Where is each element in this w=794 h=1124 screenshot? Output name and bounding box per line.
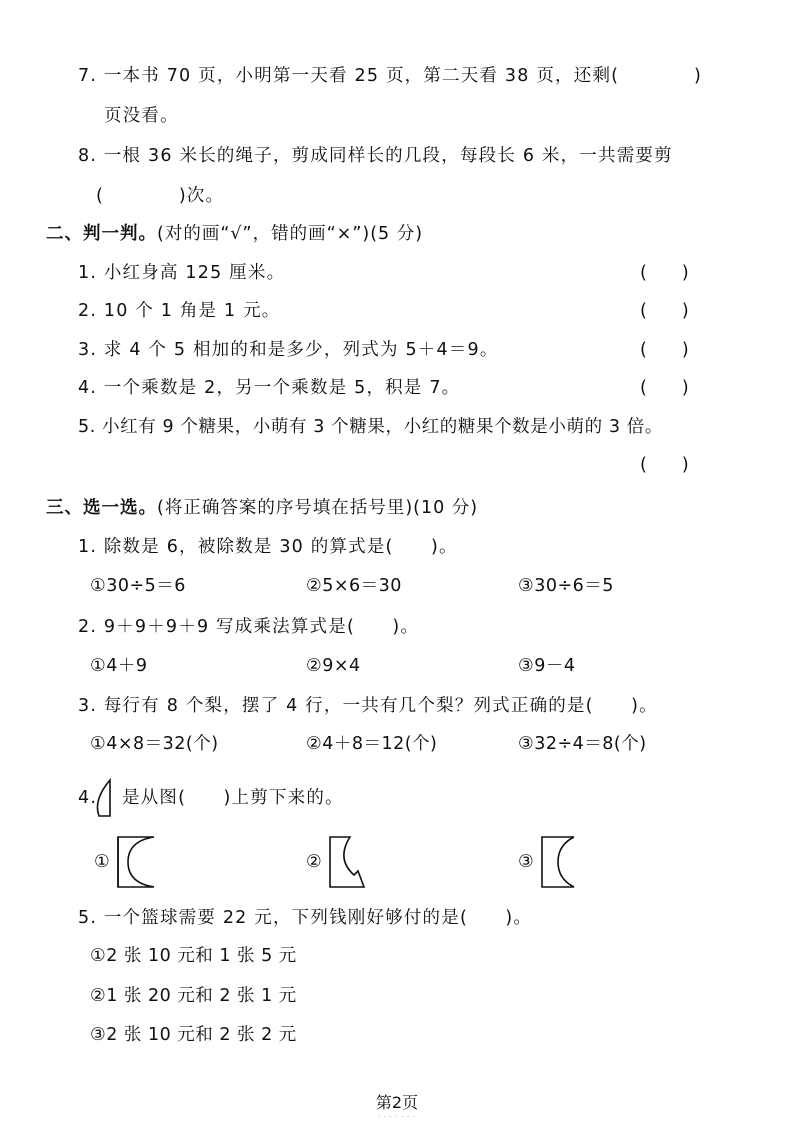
- cut-piece-icon: [96, 778, 120, 818]
- choice-q1-option-1[interactable]: ①30÷5＝6: [90, 576, 186, 596]
- choice-q3-option-2[interactable]: ②4＋8＝12(个): [306, 734, 438, 754]
- judge-item-3: 3. 求 4 个 5 相加的和是多少，列式为 5＋4＝9。: [78, 340, 499, 360]
- q8-line1: 8. 一根 36 米长的绳子，剪成同样长的几段，每段长 6 米，一共需要剪: [78, 146, 673, 166]
- judge-answer-2[interactable]: ( ): [640, 301, 689, 321]
- choice-q5-option-1[interactable]: ①2 张 10 元和 1 张 5 元: [90, 946, 297, 966]
- part2-title: 二、判一判。: [46, 224, 157, 244]
- choice-q3-option-3[interactable]: ③32÷4＝8(个): [518, 734, 647, 754]
- choice-q5-option-3[interactable]: ③2 张 10 元和 2 张 2 元: [90, 1025, 297, 1045]
- judge-item-2: 2. 10 个 1 角是 1 元。: [78, 301, 281, 321]
- part3-title: 三、选一选。: [46, 498, 157, 518]
- choice-q3-option-1[interactable]: ①4×8＝32(个): [90, 734, 219, 754]
- judge-answer-5[interactable]: ( ): [640, 455, 689, 475]
- part3-heading: [46, 496, 478, 520]
- part2-heading: [46, 222, 423, 246]
- footer-decoration: · · · · · · ·: [378, 1114, 416, 1121]
- choice-q2-option-3[interactable]: ③9－4: [518, 656, 576, 676]
- choice-q2-option-1[interactable]: ①4＋9: [90, 656, 148, 676]
- figure-3-icon[interactable]: [540, 835, 580, 889]
- choice-q4-option-2[interactable]: ②: [306, 852, 323, 872]
- choice-q4-option-3[interactable]: ③: [518, 852, 535, 872]
- figure-2-icon[interactable]: [328, 835, 368, 889]
- judge-answer-1[interactable]: ( ): [640, 263, 689, 283]
- choice-q4-option-1[interactable]: ①: [94, 852, 111, 872]
- judge-item-5: 5. 小红有 9 个糖果，小萌有 3 个糖果，小红的糖果个数是小萌的 3 倍。: [78, 417, 663, 437]
- page-number: 第2页: [375, 1093, 419, 1112]
- judge-item-4: 4. 一个乘数是 2，另一个乘数是 5，积是 7。: [78, 378, 461, 398]
- q7-line2: 页没看。: [104, 106, 179, 126]
- judge-answer-4[interactable]: ( ): [640, 378, 689, 398]
- choice-q1-stem: 1. 除数是 6，被除数是 30 的算式是( )。: [78, 537, 458, 557]
- choice-q4-number: 4.: [78, 788, 98, 808]
- q8-line2: ( )次。: [96, 186, 225, 206]
- part2-note: (对的画“√”，错的画“×”)(5 分): [157, 224, 424, 244]
- choice-q4-stem: 是从图( )上剪下来的。: [122, 788, 344, 808]
- q7-line1: 7. 一本书 70 页，小明第一天看 25 页，第二天看 38 页，还剩( ): [78, 66, 702, 86]
- choice-q1-option-3[interactable]: ③30÷6＝5: [518, 576, 614, 596]
- choice-q3-stem: 3. 每行有 8 个梨，摆了 4 行，一共有几个梨？列式正确的是( )。: [78, 696, 658, 716]
- choice-q2-option-2[interactable]: ②9×4: [306, 656, 361, 676]
- choice-q2-stem: 2. 9＋9＋9＋9 写成乘法算式是( )。: [78, 617, 420, 637]
- figure-1-icon[interactable]: [116, 835, 156, 889]
- choice-q5-option-2[interactable]: ②1 张 20 元和 2 张 1 元: [90, 986, 297, 1006]
- judge-answer-3[interactable]: ( ): [640, 340, 689, 360]
- choice-q1-option-2[interactable]: ②5×6＝30: [306, 576, 402, 596]
- judge-item-1: 1. 小红身高 125 厘米。: [78, 263, 286, 283]
- choice-q5-stem: 5. 一个篮球需要 22 元，下列钱刚好够付的是( )。: [78, 908, 533, 928]
- part3-note: (将正确答案的序号填在括号里)(10 分): [157, 498, 479, 518]
